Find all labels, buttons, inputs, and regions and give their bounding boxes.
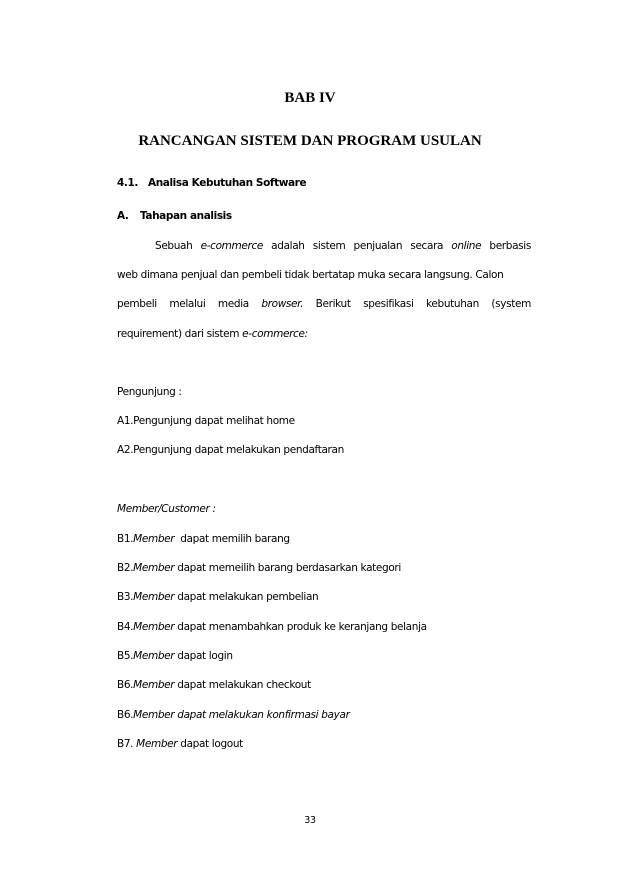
item-text: dapat memeilih barang berdasarkan kategori — [174, 562, 401, 574]
word: berbasis — [489, 240, 531, 252]
item-text: dapat menambahkan produk ke keranjang belanja — [174, 621, 427, 633]
item-text: dapat login — [174, 650, 233, 662]
list-item — [117, 444, 344, 456]
word: penjualan — [353, 240, 403, 252]
word: spesifikasi — [363, 298, 414, 310]
word: melalui — [169, 298, 206, 310]
item-id: B4. — [117, 621, 134, 633]
item-subject: Member — [133, 650, 175, 662]
section-number: 4.1. — [117, 177, 138, 189]
list-item — [117, 533, 290, 545]
word: sistem — [312, 240, 346, 252]
word: pembeli — [117, 298, 157, 310]
word: Berikut — [315, 298, 351, 310]
list-item — [117, 562, 401, 574]
paragraph-text: requirement) dari sistem — [117, 328, 243, 340]
item-id: B5. — [117, 650, 134, 662]
section-title: Analisa Kebutuhan Software — [148, 177, 307, 189]
item-subject: Member — [133, 679, 175, 691]
list-item — [117, 415, 295, 427]
word-italic: online — [451, 240, 482, 252]
pengunjung-heading: Pengunjung : — [117, 386, 182, 398]
word: Sebuah — [155, 240, 193, 252]
paragraph-line-4 — [117, 328, 308, 340]
page-number: 33 — [304, 815, 316, 826]
list-item — [117, 738, 243, 750]
item-text: dapat logout — [177, 738, 243, 750]
item-text: Pengunjung dapat melakukan pendaftaran — [133, 444, 344, 456]
list-item — [117, 621, 427, 633]
paragraph-line-2: web dimana penjual dan pembeli tidak bertatap muka secara langsung. Calon — [117, 269, 504, 281]
member-heading: Member/Customer : — [117, 503, 216, 515]
word: secara — [410, 240, 444, 252]
paragraph-line-3 — [117, 298, 531, 310]
item-text: dapat memilih barang — [174, 533, 290, 545]
item-id: A1. — [117, 415, 134, 427]
list-item — [117, 709, 350, 721]
item-subject: Member — [136, 738, 178, 750]
item-id: B3. — [117, 591, 134, 603]
subsection-title: Tahapan analisis — [140, 210, 232, 222]
item-id: B2. — [117, 562, 134, 574]
chapter-title: RANCANGAN SISTEM DAN PROGRAM USULAN — [138, 133, 482, 149]
word: (system — [491, 298, 531, 310]
word: media — [217, 298, 249, 310]
item-text: Pengunjung dapat melihat home — [133, 415, 295, 427]
word: adalah — [271, 240, 305, 252]
paragraph-text-italic: e-commerce: — [242, 328, 308, 340]
list-item — [117, 650, 233, 662]
item-subject: Member — [133, 709, 175, 721]
item-id: B6. — [117, 709, 134, 721]
item-text: dapat melakukan pembelian — [174, 591, 319, 603]
item-subject: Member — [133, 591, 175, 603]
item-subject: Member — [133, 562, 175, 574]
list-item — [117, 591, 318, 603]
item-subject: Member — [133, 621, 175, 633]
item-id: B6. — [117, 679, 134, 691]
word: kebutuhan — [426, 298, 479, 310]
word-italic: e-commerce — [200, 240, 264, 252]
chapter-number: BAB IV — [284, 90, 336, 106]
item-text: dapat melakukan checkout — [174, 679, 311, 691]
subsection-number: A. — [117, 210, 129, 222]
item-subject: Member — [133, 533, 175, 545]
paragraph-line-1 — [155, 240, 531, 252]
list-item — [117, 679, 311, 691]
item-id: B7. — [117, 738, 137, 750]
word-italic: browser. — [261, 298, 304, 310]
item-text-italic: dapat melakukan konfirmasi bayar — [174, 709, 350, 721]
item-id: B1. — [117, 533, 134, 545]
item-id: A2. — [117, 444, 134, 456]
